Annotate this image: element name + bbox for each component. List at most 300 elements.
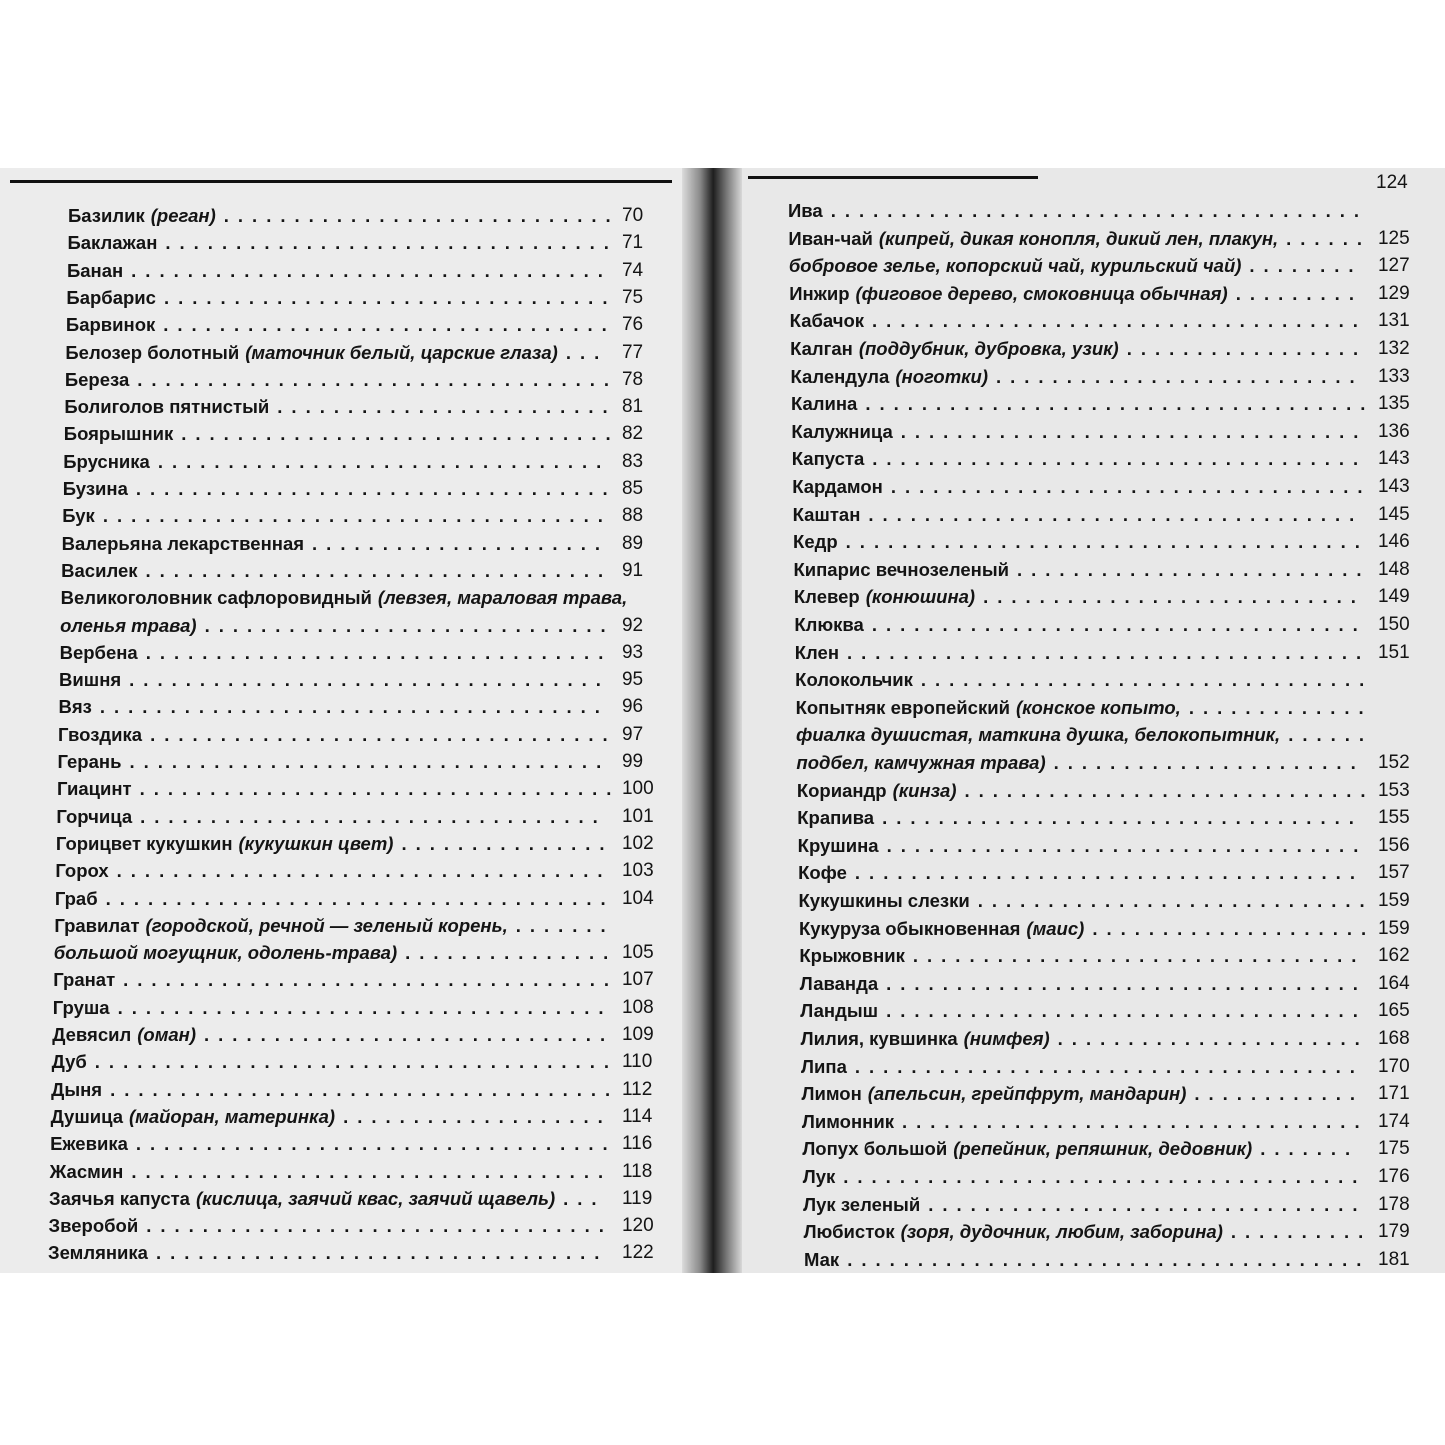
dot-leader: ...................................	[117, 996, 613, 1018]
entry-name: Гравилат	[54, 914, 140, 936]
entry-name: Банан	[66, 259, 124, 281]
entry-page-number: 112	[621, 1078, 653, 1100]
entry-name: Лилия, кувшинка	[800, 1028, 958, 1049]
dot-leader: ....................................	[110, 1078, 620, 1100]
toc-entry	[803, 1166, 1418, 1188]
entry-name: Кедр	[793, 531, 838, 553]
entry-name: Инжир	[789, 282, 850, 304]
entry-alternate-names: (ноготки)	[895, 365, 988, 387]
entry-name: Кардамон	[792, 476, 883, 497]
toc-entry	[794, 586, 1418, 608]
top-page-number: 124	[1376, 172, 1408, 193]
entry-page-number: 92	[621, 614, 644, 636]
dot-leader: .....................	[312, 532, 609, 554]
toc-entry	[50, 1133, 662, 1155]
entry-page-number: 151	[1377, 641, 1410, 663]
entry-name: Бук	[62, 505, 95, 527]
toc-entry	[790, 310, 1418, 332]
entry-page-number: 104	[621, 887, 654, 909]
entry-alternate-names: (кислица, заячий квас, заячий щавель)	[195, 1187, 556, 1209]
entry-page-number: 101	[621, 805, 654, 827]
dot-leader: ...	[565, 341, 609, 363]
entry-name: Дыня	[51, 1078, 103, 1100]
toc-entry	[67, 260, 662, 282]
dot-leader: ....................................	[854, 862, 1364, 884]
toc-entry	[796, 697, 1418, 719]
open-book	[0, 168, 1445, 1273]
dot-leader: .............................	[204, 1024, 615, 1045]
entry-alternate-names: (маточник белый, царские глаза)	[245, 341, 558, 363]
toc-entry	[791, 393, 1418, 415]
toc-entry	[793, 504, 1418, 526]
entry-page-number: 152	[1377, 752, 1410, 773]
dot-leader: .................	[1126, 338, 1368, 359]
entry-page-number: 70	[622, 205, 644, 226]
entry-name: Береза	[64, 368, 130, 390]
entry-name: Клевер	[793, 586, 860, 608]
entry-page-number: 119	[621, 1187, 653, 1209]
entry-page-number: 96	[621, 696, 644, 718]
dot-leader: ................................	[165, 232, 618, 254]
dot-leader: .................................	[901, 1110, 1369, 1132]
entry-page-number: 120	[621, 1215, 654, 1237]
toc-entry	[799, 945, 1418, 967]
entry-name: Лопух большой	[802, 1138, 948, 1160]
entry-page-number: 181	[1378, 1248, 1410, 1270]
dot-leader: ................................	[163, 314, 616, 336]
entry-page-number: 108	[621, 996, 654, 1018]
entry-alternate-names: фиалка душистая, маткина душка, белокопытник,	[796, 724, 1281, 746]
toc-entry	[65, 342, 662, 364]
entry-alternate-names: (оман)	[137, 1024, 197, 1045]
entry-alternate-names: бобровое зелье, копорский чай, курильский чай)	[788, 255, 1242, 277]
entry-page-number: 110	[621, 1051, 653, 1073]
entry-page-number: 148	[1377, 558, 1410, 580]
entry-name: Клен	[794, 641, 839, 663]
entry-name: Земляника	[48, 1242, 148, 1264]
toc-entry	[792, 448, 1418, 470]
entry-name: Василек	[61, 559, 138, 581]
dot-leader: .................................	[140, 805, 607, 827]
entry-name: Лимон	[801, 1083, 862, 1105]
toc-entry	[62, 505, 662, 527]
entry-page-number: 109	[621, 1024, 654, 1045]
toc-entry	[795, 669, 1418, 691]
entry-page-number: 95	[621, 669, 644, 691]
entry-name: Лук зеленый	[803, 1193, 921, 1215]
toc-entry	[798, 862, 1418, 884]
entry-page-number: 165	[1377, 1000, 1410, 1022]
entry-name: Великоголовник сафлоровидный	[60, 587, 372, 609]
dot-leader: ...............	[401, 832, 614, 854]
dot-leader: ......................	[1053, 752, 1365, 773]
entry-page-number: 83	[621, 450, 644, 472]
toc-entry	[53, 969, 662, 991]
entry-page-number: 176	[1377, 1166, 1410, 1187]
entry-alternate-names: (городской, речной — зеленый корень,	[145, 914, 508, 936]
toc-entry	[791, 366, 1418, 388]
entry-name: Ива	[788, 200, 823, 221]
entry-name: Любисток	[803, 1221, 895, 1243]
entry-page-number: 122	[622, 1242, 654, 1264]
entry-name: Зверобой	[48, 1215, 139, 1237]
entry-page-number: 82	[621, 423, 644, 445]
entry-alternate-names: (конское копыто,	[1015, 696, 1181, 718]
entry-name: Гранат	[53, 969, 116, 991]
toc-entry	[800, 1000, 1418, 1022]
entry-name: Валерьяна лекарственная	[61, 532, 305, 554]
toc-entry	[54, 942, 662, 964]
dot-leader: ................................	[163, 286, 617, 308]
toc-entry	[66, 287, 662, 309]
entry-name: Базилик	[68, 205, 145, 226]
entry-page-number: 78	[621, 368, 644, 390]
entry-page-number: 81	[621, 396, 644, 418]
entry-name: Лимонник	[801, 1110, 894, 1132]
entry-name: Герань	[57, 751, 122, 772]
entry-name: Бузина	[62, 478, 128, 499]
dot-leader: ...................................	[116, 860, 612, 882]
dot-leader: ....................	[1092, 917, 1376, 939]
toc-entry	[57, 778, 662, 800]
dot-leader: ....................................	[854, 1055, 1364, 1077]
entry-page-number: 150	[1377, 614, 1410, 635]
entry-page-number: 114	[621, 1105, 653, 1127]
entry-name: Калина	[790, 393, 858, 415]
entry-name: Капуста	[791, 448, 865, 470]
toc-entry	[56, 806, 662, 828]
toc-entry	[55, 888, 662, 910]
toc-entry	[59, 669, 662, 691]
dot-leader: ...............................	[928, 1193, 1367, 1215]
entry-page-number: 149	[1377, 586, 1410, 608]
entry-page-number: 127	[1377, 255, 1410, 277]
dot-leader: ..................................	[135, 478, 617, 499]
toc-entry	[50, 1161, 662, 1183]
entry-page-number: 91	[621, 559, 644, 581]
left-table-of-contents	[0, 168, 686, 1273]
dot-leader: ......................................	[830, 200, 1369, 221]
entry-name: Копытняк европейский	[795, 696, 1010, 718]
toc-entry	[68, 205, 662, 227]
entry-page-number: 107	[621, 969, 654, 991]
toc-entry	[804, 1249, 1418, 1271]
toc-entry	[63, 451, 662, 473]
entry-page-number: 157	[1377, 862, 1410, 884]
toc-entry	[804, 1221, 1418, 1243]
dot-leader: ...	[563, 1187, 606, 1209]
toc-entry	[788, 228, 1418, 250]
entry-name: Жасмин	[49, 1160, 124, 1182]
entry-page-number: 159	[1377, 890, 1410, 911]
toc-entry	[797, 807, 1418, 829]
entry-page-number: 85	[621, 478, 644, 499]
dot-leader: ......	[1286, 227, 1371, 249]
book-gutter	[682, 168, 742, 1273]
toc-entry	[796, 724, 1418, 746]
toc-entry	[789, 283, 1418, 305]
dot-leader: ............	[1194, 1083, 1365, 1105]
entry-page-number: 175	[1377, 1138, 1410, 1160]
dot-leader: ....................................	[105, 887, 615, 909]
entry-name: Лаванда	[799, 972, 879, 994]
entry-name: Кофе	[798, 862, 847, 884]
toc-entry	[55, 860, 662, 882]
entry-page-number: 103	[621, 860, 654, 882]
dot-leader: ........................	[277, 396, 617, 418]
toc-entry	[799, 890, 1418, 912]
entry-page-number: 133	[1377, 365, 1410, 387]
dot-leader: .....................................	[847, 641, 1371, 663]
entry-page-number: 179	[1377, 1221, 1410, 1243]
toc-entry	[798, 835, 1418, 857]
right-table-of-contents	[738, 168, 1445, 1273]
dot-leader: .................................	[900, 420, 1368, 442]
entry-alternate-names: оленья трава)	[60, 614, 197, 636]
dot-leader: ....................................	[865, 393, 1375, 415]
entry-page-number: 76	[621, 314, 644, 336]
entry-name: Вишня	[59, 669, 122, 691]
dot-leader: ..................................	[129, 669, 610, 691]
toc-entry	[801, 1083, 1418, 1105]
entry-alternate-names: (зоря, дудочник, любим, заборина)	[900, 1221, 1223, 1243]
entry-name: Вяз	[58, 696, 92, 718]
dot-leader: ...................................	[871, 614, 1367, 635]
entry-name: Крыжовник	[799, 945, 905, 967]
toc-entry	[800, 973, 1418, 995]
entry-page-number: 100	[621, 778, 654, 800]
entry-name: Календула	[790, 365, 890, 387]
dot-leader: .....................................	[847, 1248, 1371, 1270]
toc-entry	[49, 1215, 662, 1237]
entry-name: Вербена	[59, 641, 138, 663]
dot-leader: .................................	[150, 723, 617, 745]
entry-name: Кабачок	[789, 310, 865, 332]
dot-leader: .........	[1235, 282, 1363, 304]
entry-name: Калужница	[791, 420, 893, 442]
entry-alternate-names: (кипрей, дикая конопля, дикий лен, плакун,	[878, 227, 1279, 249]
toc-entry	[789, 255, 1418, 277]
entry-name: Горчица	[56, 805, 133, 827]
dot-leader: ...................	[343, 1105, 612, 1127]
entry-page-number: 156	[1377, 834, 1410, 856]
entry-page-number: 171	[1377, 1083, 1410, 1105]
entry-alternate-names: (маис)	[1026, 917, 1085, 939]
toc-entry	[802, 1111, 1418, 1133]
entry-page-number: 105	[621, 942, 654, 964]
dot-leader: ................................	[920, 669, 1374, 691]
entry-page-number: 125	[1377, 227, 1410, 249]
toc-entry	[61, 560, 662, 582]
entry-alternate-names: (поддубник, дубровка, узик)	[858, 338, 1119, 359]
toc-entry	[801, 1056, 1418, 1078]
entry-page-number: 75	[621, 286, 644, 308]
entry-alternate-names: (кинза)	[892, 779, 957, 801]
dot-leader: .....................................	[843, 1166, 1367, 1187]
toc-entry	[797, 780, 1418, 802]
dot-leader: ..................................	[135, 1133, 617, 1155]
toc-entry	[51, 1106, 662, 1128]
dot-leader: .............................	[204, 614, 615, 636]
dot-leader: ..........	[1230, 1221, 1373, 1243]
dot-leader: .....................................	[845, 531, 1369, 553]
dot-leader: ................................	[157, 450, 611, 472]
toc-entry	[792, 476, 1418, 498]
entry-page-number: 116	[621, 1133, 653, 1155]
entry-alternate-names: большой могущник, одолень-трава)	[53, 942, 398, 964]
entry-name: Баклажан	[67, 232, 158, 254]
dot-leader: .............	[1188, 696, 1373, 718]
entry-page-number: 168	[1377, 1028, 1410, 1049]
dot-leader: ......	[1288, 724, 1374, 746]
entry-name: Барбарис	[66, 286, 156, 308]
entry-name: Кипарис вечнозеленый	[793, 558, 1010, 580]
entry-page-number: 131	[1377, 310, 1410, 332]
entry-page-number: 99	[621, 751, 644, 772]
entry-page-number: 178	[1377, 1193, 1410, 1215]
entry-page-number: 93	[621, 641, 644, 663]
toc-entry	[796, 752, 1418, 774]
entry-name: Горох	[55, 860, 109, 882]
toc-entry	[62, 533, 662, 555]
dot-leader: ......................	[1057, 1028, 1369, 1049]
dot-leader: ..................................	[129, 751, 611, 772]
entry-name: Колокольчик	[795, 669, 913, 691]
toc-entry	[795, 642, 1418, 664]
entry-name: Болиголов пятнистый	[64, 396, 270, 418]
entry-page-number: 74	[621, 259, 644, 281]
dot-leader: .......	[515, 914, 615, 936]
entry-alternate-names: подбел, камчужная трава)	[796, 752, 1046, 773]
dot-leader: ....................................	[102, 505, 612, 527]
toc-entry	[63, 478, 662, 500]
entry-name: Каштан	[792, 503, 861, 525]
entry-name: Боярышник	[63, 423, 174, 445]
toc-entry	[794, 614, 1418, 636]
entry-page-number: 155	[1377, 807, 1410, 829]
dot-leader: ...............	[405, 942, 618, 964]
entry-name: Кориандр	[796, 779, 887, 801]
dot-leader: .............................	[964, 779, 1375, 801]
toc-entry	[793, 559, 1418, 581]
entry-alternate-names: (майоран, материнка)	[129, 1105, 336, 1127]
toc-entry	[53, 997, 662, 1019]
dot-leader: .....................................	[94, 1051, 618, 1073]
entry-name: Груша	[52, 996, 110, 1018]
entry-alternate-names: (конюшина)	[865, 586, 976, 608]
dot-leader: ..................................	[890, 476, 1372, 497]
entry-page-number: 118	[621, 1160, 653, 1182]
entry-name: Ежевика	[50, 1133, 128, 1155]
entry-name: Крушина	[797, 834, 879, 856]
toc-entry	[66, 314, 662, 336]
entry-name: Калган	[790, 338, 853, 359]
entry-name: Белозер болотный	[65, 341, 240, 363]
toc-entry	[803, 1194, 1418, 1216]
entry-page-number: 159	[1377, 917, 1410, 939]
entry-page-number: 102	[621, 832, 654, 854]
entry-name: Душица	[50, 1105, 123, 1127]
toc-entry	[791, 421, 1418, 443]
entry-page-number: 153	[1377, 779, 1410, 801]
entry-name: Крапива	[797, 807, 875, 829]
toc-entry	[52, 1024, 662, 1046]
dot-leader: .........................	[1017, 558, 1371, 580]
toc-entry	[793, 531, 1418, 553]
entry-alternate-names: (левзея, мараловая трава,	[377, 587, 628, 609]
entry-alternate-names: (фиговое дерево, смоковница обычная)	[855, 282, 1228, 304]
toc-entry	[61, 587, 662, 609]
entry-page-number: 145	[1377, 503, 1410, 525]
dot-leader: ............................	[223, 205, 620, 226]
dot-leader: ..................................	[131, 1160, 613, 1182]
entry-name: Клюква	[794, 614, 864, 635]
entry-name: Горицвет кукушкин	[55, 832, 233, 854]
dot-leader: .................................	[146, 1215, 613, 1237]
entry-name: Дуб	[51, 1051, 87, 1073]
entry-name: Иван-чай	[788, 227, 873, 249]
entry-alternate-names: (нимфея)	[963, 1028, 1050, 1049]
entry-page-number: 88	[621, 505, 644, 527]
dot-leader: ...........................	[983, 586, 1365, 608]
entry-name: Девясил	[52, 1024, 132, 1045]
entry-page-number: 97	[622, 723, 644, 745]
entry-page-number: 143	[1377, 476, 1410, 497]
entry-name: Граб	[54, 887, 98, 909]
entry-page-number: 77	[621, 341, 644, 363]
toc-entry	[59, 696, 662, 718]
dot-leader: ............................	[977, 890, 1374, 911]
entry-page-number: 71	[621, 232, 644, 254]
dot-leader: ...................................	[868, 503, 1364, 525]
entry-alternate-names: (репейник, репяшник, дедовник)	[953, 1138, 1253, 1160]
toc-entry	[67, 232, 662, 254]
entry-name: Гвоздика	[58, 723, 143, 745]
toc-entry	[60, 615, 662, 637]
entry-page-number: 162	[1377, 945, 1410, 967]
toc-entry	[51, 1079, 662, 1101]
entry-alternate-names: (реган)	[150, 205, 216, 226]
entry-name: Липа	[801, 1055, 847, 1077]
toc-entry	[802, 1138, 1418, 1160]
entry-name: Кукушкины слезки	[798, 890, 970, 911]
dot-leader: ..................................	[886, 972, 1367, 994]
toc-entry	[52, 1051, 662, 1073]
dot-leader: ................................	[155, 1242, 609, 1264]
entry-page-number: 174	[1377, 1110, 1410, 1132]
toc-entry	[49, 1188, 662, 1210]
entry-name: Мак	[804, 1248, 840, 1270]
toc-entry	[799, 918, 1418, 940]
entry-page-number: 146	[1377, 531, 1410, 553]
entry-page-number: 135	[1377, 393, 1410, 415]
entry-alternate-names: (апельсин, грейпфрут, мандарин)	[867, 1083, 1187, 1105]
entry-page-number: 132	[1377, 338, 1410, 359]
entry-page-number: 136	[1377, 420, 1410, 442]
toc-entry	[788, 200, 1418, 222]
entry-page-number: 164	[1377, 972, 1410, 994]
toc-entry	[56, 833, 662, 855]
toc-entry	[64, 396, 662, 418]
dot-leader: ..................................	[886, 834, 1368, 856]
dot-leader: ..........................	[996, 365, 1364, 387]
toc-entry	[58, 724, 662, 746]
entry-page-number: 129	[1377, 282, 1410, 304]
dot-leader: .................................	[145, 641, 613, 663]
toc-entry	[64, 423, 662, 445]
entry-alternate-names: (кукушкин цвет)	[238, 832, 394, 854]
dot-leader: .................................	[145, 559, 613, 581]
